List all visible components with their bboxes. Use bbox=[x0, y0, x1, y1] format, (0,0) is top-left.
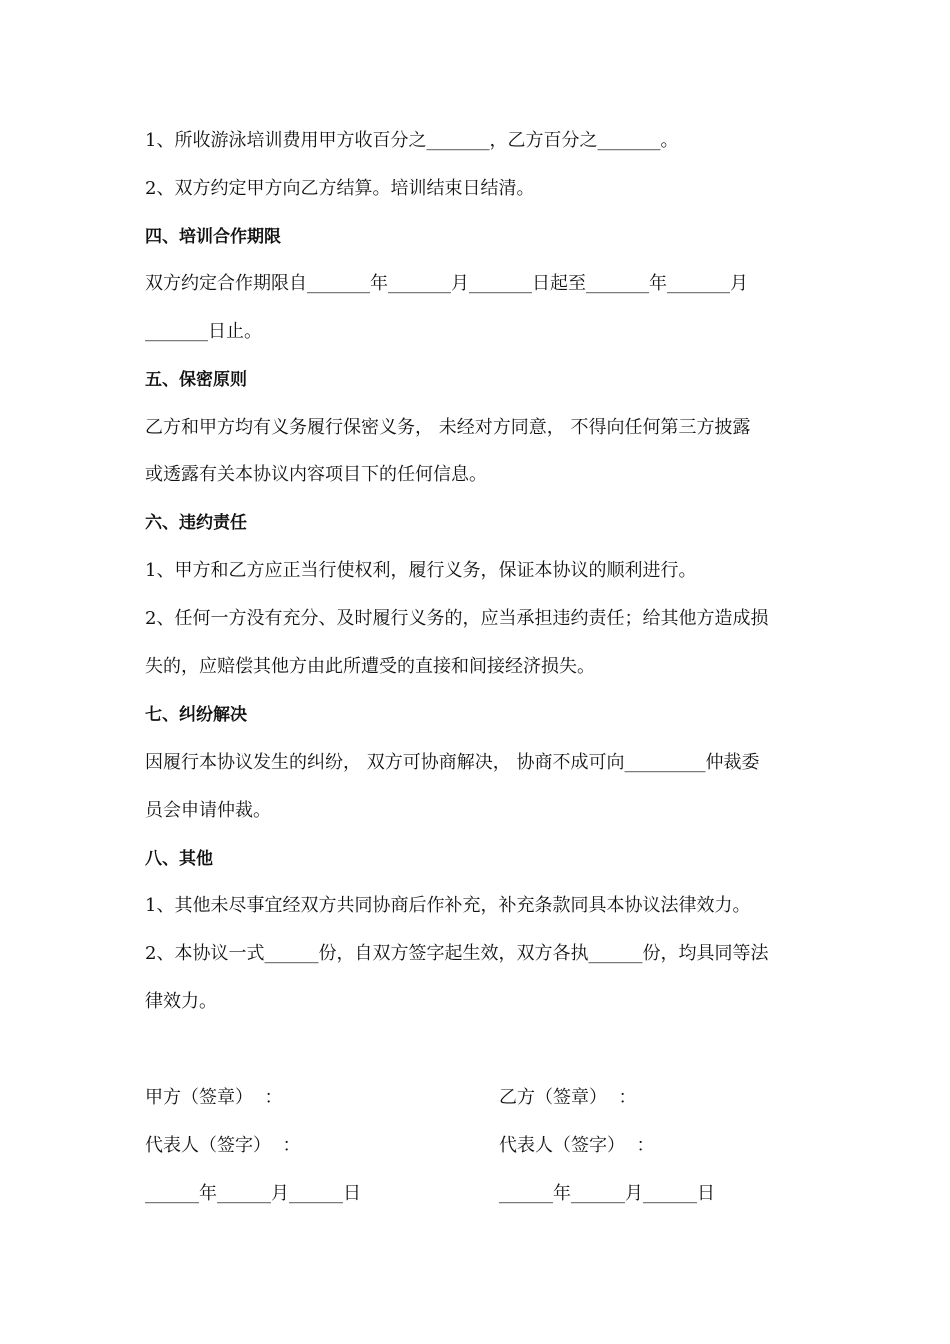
liability-clause-1: 1、甲方和乙方应正当行使权利，履行义务，保证本协议的顺利进行。 bbox=[145, 560, 697, 581]
section-title-term: 四、培训合作期限 bbox=[145, 227, 281, 247]
other-clause-2-line-2: 律效力。 bbox=[145, 991, 217, 1012]
confidentiality-line-1: 乙方和甲方均有义务履行保密义务， 未经对方同意， 不得向任何第三方披露 bbox=[145, 417, 751, 438]
disputes-line-1: 因履行本协议发生的纠纷， 双方可协商解决， 协商不成可向_________仲裁委 bbox=[145, 752, 760, 773]
party-a-date: ______年______月______日 bbox=[145, 1183, 361, 1204]
party-b-seal: 乙方（签章） ： bbox=[499, 1087, 637, 1108]
party-b-date: ______年______月______日 bbox=[499, 1183, 715, 1204]
section-title-confidentiality: 五、保密原则 bbox=[145, 370, 247, 390]
disputes-line-2: 员会申请仲裁。 bbox=[145, 800, 271, 821]
party-b-representative: 代表人（签字） ： bbox=[499, 1135, 655, 1156]
party-a-seal: 甲方（签章） ： bbox=[145, 1087, 283, 1108]
liability-clause-2-line-1: 2、任何一方没有充分、及时履行义务的，应当承担违约责任；给其他方造成损 bbox=[145, 608, 769, 629]
fee-split-clause: 1、所收游泳培训费用甲方收百分之_______，乙方百分之_______。 bbox=[145, 130, 679, 151]
party-a-representative: 代表人（签字） ： bbox=[145, 1135, 301, 1156]
term-line-1: 双方约定合作期限自_______年_______月_______日起至_______年_______月 bbox=[145, 273, 748, 294]
section-title-disputes: 七、纠纷解决 bbox=[145, 705, 247, 725]
confidentiality-line-2: 或透露有关本协议内容项目下的任何信息。 bbox=[145, 464, 487, 485]
other-clause-2-line-1: 2、本协议一式______份，自双方签字起生效，双方各执______份，均具同等法 bbox=[145, 943, 769, 964]
settlement-clause: 2、双方约定甲方向乙方结算。培训结束日结清。 bbox=[145, 178, 535, 199]
section-title-other: 八、其他 bbox=[145, 849, 213, 869]
other-clause-1: 1、其他未尽事宜经双方共同协商后作补充，补充条款同具本协议法律效力。 bbox=[145, 895, 751, 916]
term-line-2: _______日止。 bbox=[145, 321, 262, 342]
liability-clause-2-line-2: 失的，应赔偿其他方由此所遭受的直接和间接经济损失。 bbox=[145, 656, 595, 677]
section-title-liability: 六、违约责任 bbox=[145, 513, 247, 533]
